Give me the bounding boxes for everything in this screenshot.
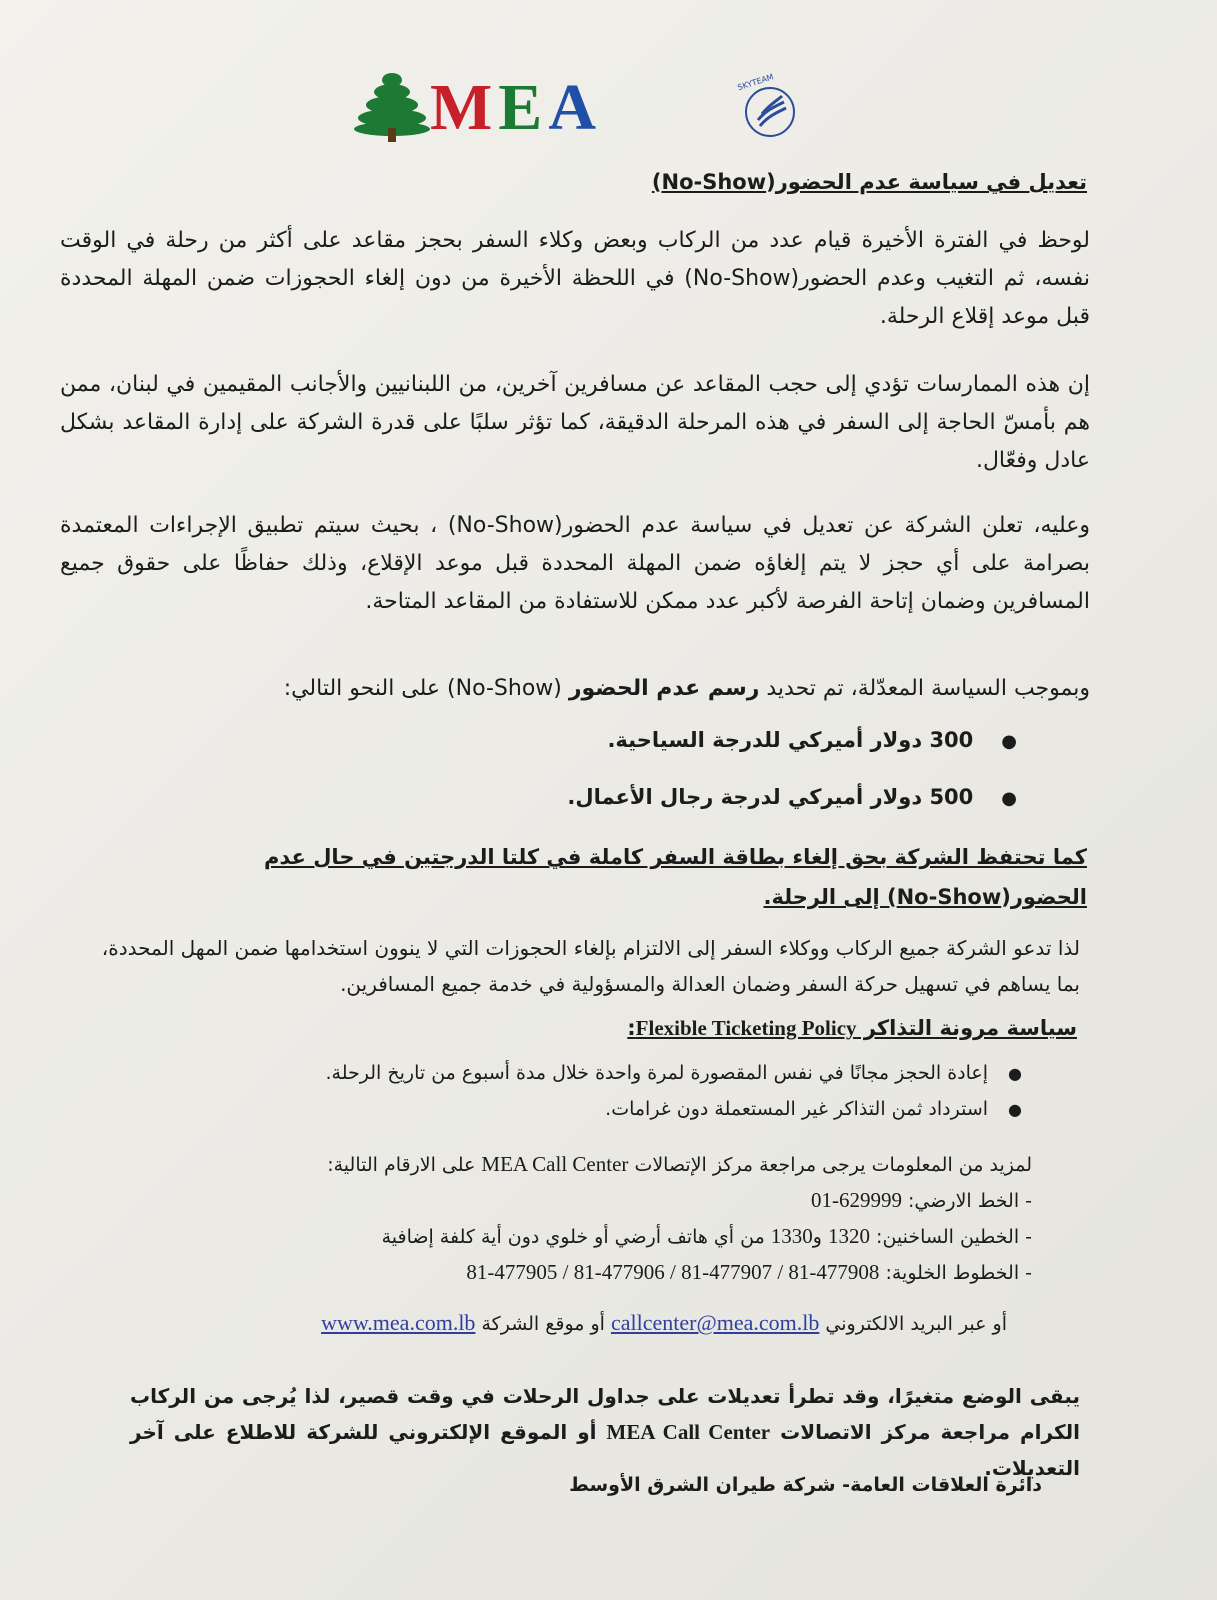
fee-economy-text: 300 دولار أميركي للدرجة السياحية. <box>607 728 974 752</box>
bullet-icon: ● <box>1001 788 1017 809</box>
paragraph-intro: لوحظ في الفترة الأخيرة قيام عدد من الركاب وبعض وكلاء السفر بحجز مقاعد على أكثر من رحلة في الوقت نفسه، ثم التغيب وعدم الحضور(No-Show) في اللحظة الأخيرة من دون إلغاء الحجوزات ضمن المهلة المحددة قبل موعد إقلاع الرحلة. <box>60 228 1090 329</box>
paragraph-closing <box>130 1378 1080 1486</box>
bullet-icon: ● <box>1001 731 1017 752</box>
skyteam-icon <box>732 72 802 144</box>
contact-intro-callcenter: MEA Call Center <box>481 1152 629 1176</box>
bullet-icon: ● <box>1008 1100 1022 1119</box>
hotline-and: و <box>812 1226 829 1248</box>
fee-item-business <box>567 785 1017 809</box>
site-label: أو موقع الشركة <box>475 1313 611 1335</box>
mobile-label: - الخطوط الخلوية: <box>879 1262 1032 1284</box>
contact-intro-pre: لمزيد من المعلومات يرجى مراجعة مركز الإتصالات <box>628 1154 1032 1176</box>
contact-intro-post: على الارقام التالية: <box>327 1154 482 1176</box>
paragraph-announcement: وعليه، تعلن الشركة عن تعديل في سياسة عدم الحضور(No-Show) ، بحيث سيتم تطبيق الإجراءات المعتمدة بصرامة على أي حجز لا يتم إلغاؤه ضمن المهلة المحددة قبل موعد الإقلاع، وذلك حفاظًا على حقوق جميع المسافرين وضمان إتاحة الفرصة لأكبر عدد ممكن للاستفادة من المقاعد المتاحة. <box>60 513 1090 614</box>
cancellation-warning: كما تحتفظ الشركة بحق إلغاء بطاقة السفر كاملة في كلتا الدرجتين في حال عدم الحضور(No-Show) إلى الرحلة. <box>264 845 1087 909</box>
paragraph-fee-intro <box>60 670 1090 708</box>
page-title: تعديل في سياسة عدم الحضور(No-Show) <box>651 170 1087 194</box>
closing-post: أو الموقع الإلكتروني للشركة للاطلاع على آخر التعديلات. <box>130 1420 1080 1480</box>
flexible-policy-title <box>627 1016 1077 1041</box>
hotline-1320: 1320 <box>828 1224 871 1248</box>
hotline-label: - الخطين الساخنين: <box>870 1226 1032 1248</box>
landline-number: 01-629999 <box>810 1188 902 1212</box>
brand-letter-a: A <box>548 71 602 144</box>
mobile-numbers: 81-477905 / 81-477906 / 81-477907 / 81-477908 <box>466 1260 880 1284</box>
hotline-post: من أي هاتف أرضي أو خلوي دون أية كلفة إضافية <box>381 1226 771 1248</box>
skyteam-label: SKYTEAM <box>736 72 775 93</box>
closing-pre: يبقى الوضع متغيرًا، وقد تطرأ تعديلات على جداول الرحلات في وقت قصير، لذا يُرجى من الركاب الكرام مراجعة مركز الاتصالات <box>130 1384 1080 1444</box>
fee-intro-bold: رسم عدم الحضور <box>568 676 760 701</box>
web-contact-line <box>321 1310 1007 1336</box>
flexible-title-en: Flexible Ticketing Policy <box>635 1016 857 1040</box>
contact-intro <box>327 1152 1032 1177</box>
brand-letter-m: M <box>430 71 499 144</box>
fee-intro-post: (No-Show) على النحو التالي: <box>283 676 569 701</box>
mea-logo <box>352 68 822 148</box>
bullet-icon: ● <box>1008 1064 1022 1083</box>
closing-callcenter: MEA Call Center <box>606 1420 771 1444</box>
cedar-tree-icon <box>352 68 432 144</box>
contact-landline <box>811 1188 1032 1213</box>
flexible-rebook-text: إعادة الحجز مجانًا في نفس المقصورة لمرة واحدة خلال مدة أسبوع من تاريخ الرحلة. <box>325 1062 989 1084</box>
paragraph-impact: إن هذه الممارسات تؤدي إلى حجب المقاعد عن مسافرين آخرين، من اللبنانيين والأجانب المقيمين في لبنان، ممن هم بأمسّ الحاجة إلى السفر في هذه المرحلة الدقيقة، كما تؤثر سلبًا على قدرة الشركة على إدارة المقاعد بشكل عادل وفعّال. <box>60 372 1090 473</box>
contact-hotlines <box>382 1224 1032 1249</box>
fee-business-text: 500 دولار أميركي لدرجة رجال الأعمال. <box>567 785 974 809</box>
fee-intro-pre: وبموجب السياسة المعدّلة، تم تحديد <box>759 676 1090 701</box>
website-link[interactable]: www.mea.com.lb <box>321 1310 476 1335</box>
hotline-1330: 1330 <box>770 1224 813 1248</box>
signature: دائرة العلاقات العامة- شركة طيران الشرق الأوسط <box>569 1474 1042 1496</box>
email-label: أو عبر البريد الالكتروني <box>819 1313 1007 1335</box>
flexible-item-refund <box>605 1098 1022 1120</box>
flexible-title-ar: سياسة مرونة التذاكر <box>856 1016 1077 1040</box>
flexible-refund-text: استرداد ثمن التذاكر غير المستعملة دون غرامات. <box>605 1098 989 1120</box>
contact-mobile <box>466 1260 1032 1285</box>
email-link[interactable]: callcenter@mea.com.lb <box>610 1310 820 1335</box>
brand-letter-e: E <box>498 71 549 144</box>
mea-wordmark <box>430 68 602 148</box>
landline-label: - الخط الارضي: <box>901 1190 1032 1212</box>
flexible-title-colon: : <box>627 1016 636 1040</box>
fee-item-economy <box>607 728 1017 752</box>
flexible-item-rebook <box>326 1062 1023 1084</box>
paragraph-invitation: لذا تدعو الشركة جميع الركاب ووكلاء السفر إلى الالتزام بإلغاء الحجوزات التي لا ينوون استخدامها ضمن المهل المحددة، بما يساهم في تسهيل حركة السفر وضمان العدالة والمسؤولية في خدمة جميع المسافرين. <box>101 936 1080 996</box>
